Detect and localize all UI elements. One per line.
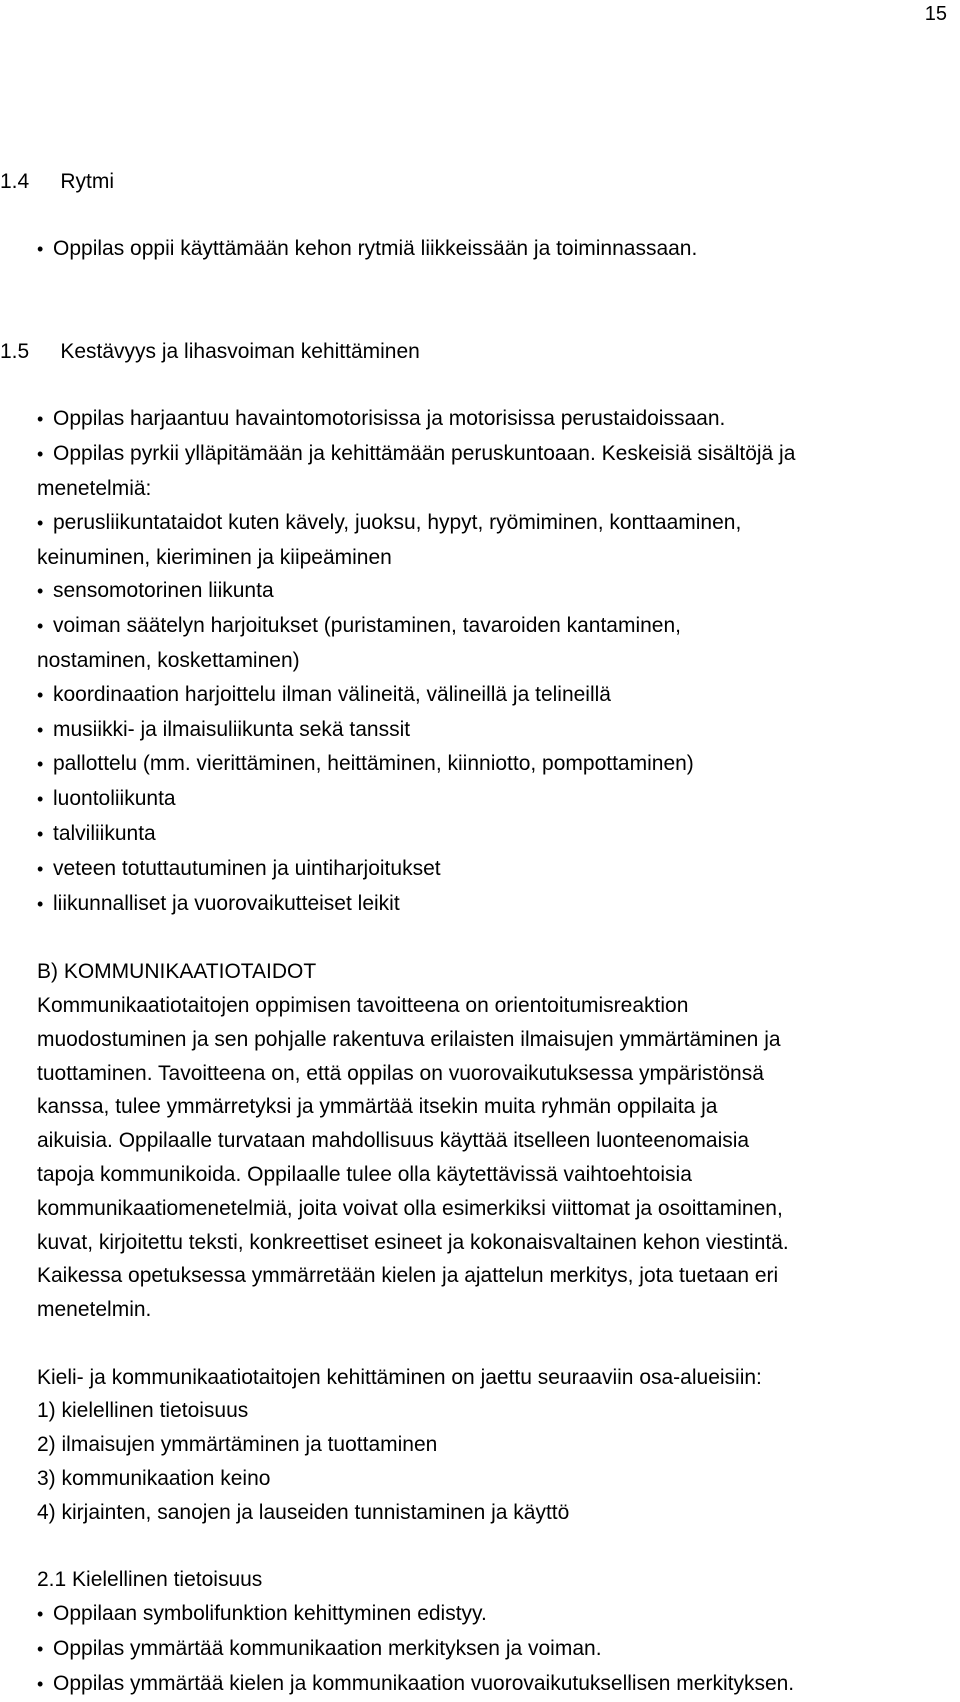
spacer: [37, 267, 952, 301]
list-item: • Oppilas pyrkii ylläpitämään ja kehittämään peruskuntoaan. Keskeisiä sisältöjä ja: [37, 437, 952, 472]
document-body: [0, 131, 952, 1702]
list-item: • Oppilaan symbolifunktion kehittyminen edistyy.: [37, 1597, 952, 1632]
list-item: • Oppilas oppii käyttämään kehon rytmiä liikkeissään ja toiminnassaan.: [37, 232, 952, 267]
list-item: • Oppilas ymmärtää kommunikaation merkityksen ja voiman.: [37, 1632, 952, 1667]
section-heading-1-4: [0, 131, 952, 232]
paragraph-line: aikuisia. Oppilaalle turvataan mahdollisuus käyttää itselleen luonteenomaisia: [37, 1129, 750, 1153]
spacer: [37, 1327, 952, 1361]
section-number: 1.5: [0, 339, 30, 363]
section-title: Kestävyys ja lihasvoiman kehittäminen: [60, 339, 420, 363]
list-item: • luontoliikunta: [37, 782, 952, 817]
numbered-item: 2) ilmaisujen ymmärtäminen ja tuottaminen: [37, 1433, 438, 1457]
list-item: • Oppilas ymmärtää kielen ja kommunikaation vuorovaikutuksellisen merkityksen.: [37, 1667, 952, 1702]
paragraph-line: kanssa, tulee ymmärretyksi ja ymmärtää itsekin muita ryhmän oppilaita ja: [37, 1095, 718, 1119]
paragraph-line: menetelmin.: [37, 1298, 152, 1322]
list-item: • perusliikuntataidot kuten kävely, juoksu, hypyt, ryömiminen, konttaaminen,: [37, 506, 952, 541]
list-item: • musiikki- ja ilmaisuliikunta sekä tanssit: [37, 713, 952, 748]
paragraph-line: kommunikaatiomenetelmiä, joita voivat olla esimerkiksi viittomat ja osoittaminen,: [37, 1196, 783, 1220]
paragraph-line: tapoja kommunikoida. Oppilaalle tulee olla käytettävissä vaihtoehtoisia: [37, 1162, 692, 1186]
paragraph-line: Kaikessa opetuksessa ymmärretään kielen ja ajattelun merkitys, jota tuetaan eri: [37, 1264, 779, 1288]
list-item-continuation: menetelmiä:: [37, 476, 152, 500]
paragraph-line: kuvat, kirjoitettu teksti, konkreettiset esineet ja kokonaisvaltainen kehon viestintä.: [37, 1230, 789, 1254]
paragraph-line: muodostuminen ja sen pohjalle rakentuva erilaisten ilmaisujen ymmärtäminen ja: [37, 1027, 781, 1051]
section-heading-b: B) KOMMUNIKAATIOTAIDOT: [37, 960, 317, 984]
list-item-continuation: nostaminen, koskettaminen): [37, 648, 300, 672]
subareas-intro: Kieli- ja kommunikaatiotaitojen kehittäminen on jaettu seuraaviin osa-alueisiin:: [37, 1365, 762, 1389]
numbered-item: 3) kommunikaation keino: [37, 1467, 271, 1491]
section-heading-2-1: 2.1 Kielellinen tietoisuus: [37, 1568, 263, 1592]
paragraph-line: tuottaminen. Tavoitteena on, että oppilas on vuorovaikutuksessa ympäristönsä: [37, 1061, 764, 1085]
section-heading-1-5: [0, 301, 952, 402]
section-number: 1.4: [0, 169, 30, 193]
section-title: Rytmi: [60, 169, 115, 193]
numbered-item: 1) kielellinen tietoisuus: [37, 1399, 249, 1423]
list-item: • pallottelu (mm. vierittäminen, heittäminen, kiinniotto, pompottaminen): [37, 747, 952, 782]
list-item: • liikunnalliset ja vuorovaikutteiset leikit: [37, 887, 952, 922]
page-number: 15: [924, 3, 947, 25]
paragraph-line: Kommunikaatiotaitojen oppimisen tavoitteena on orientoitumisreaktion: [37, 993, 689, 1017]
list-item: • sensomotorinen liikunta: [37, 574, 952, 609]
spacer: [37, 1530, 952, 1564]
list-item: • koordinaation harjoittelu ilman välineitä, välineillä ja telineillä: [37, 678, 952, 713]
numbered-item: 4) kirjainten, sanojen ja lauseiden tunnistaminen ja käyttö: [37, 1500, 570, 1524]
list-item: • voiman säätelyn harjoitukset (puristaminen, tavaroiden kantaminen,: [37, 609, 952, 644]
list-item: • talviliikunta: [37, 817, 952, 852]
list-item: • Oppilas harjaantuu havaintomotorisissa ja motorisissa perustaidoissaan.: [37, 402, 952, 437]
spacer: [37, 921, 952, 955]
list-item-continuation: keinuminen, kieriminen ja kiipeäminen: [37, 545, 392, 569]
list-item: • veteen totuttautuminen ja uintiharjoitukset: [37, 852, 952, 887]
